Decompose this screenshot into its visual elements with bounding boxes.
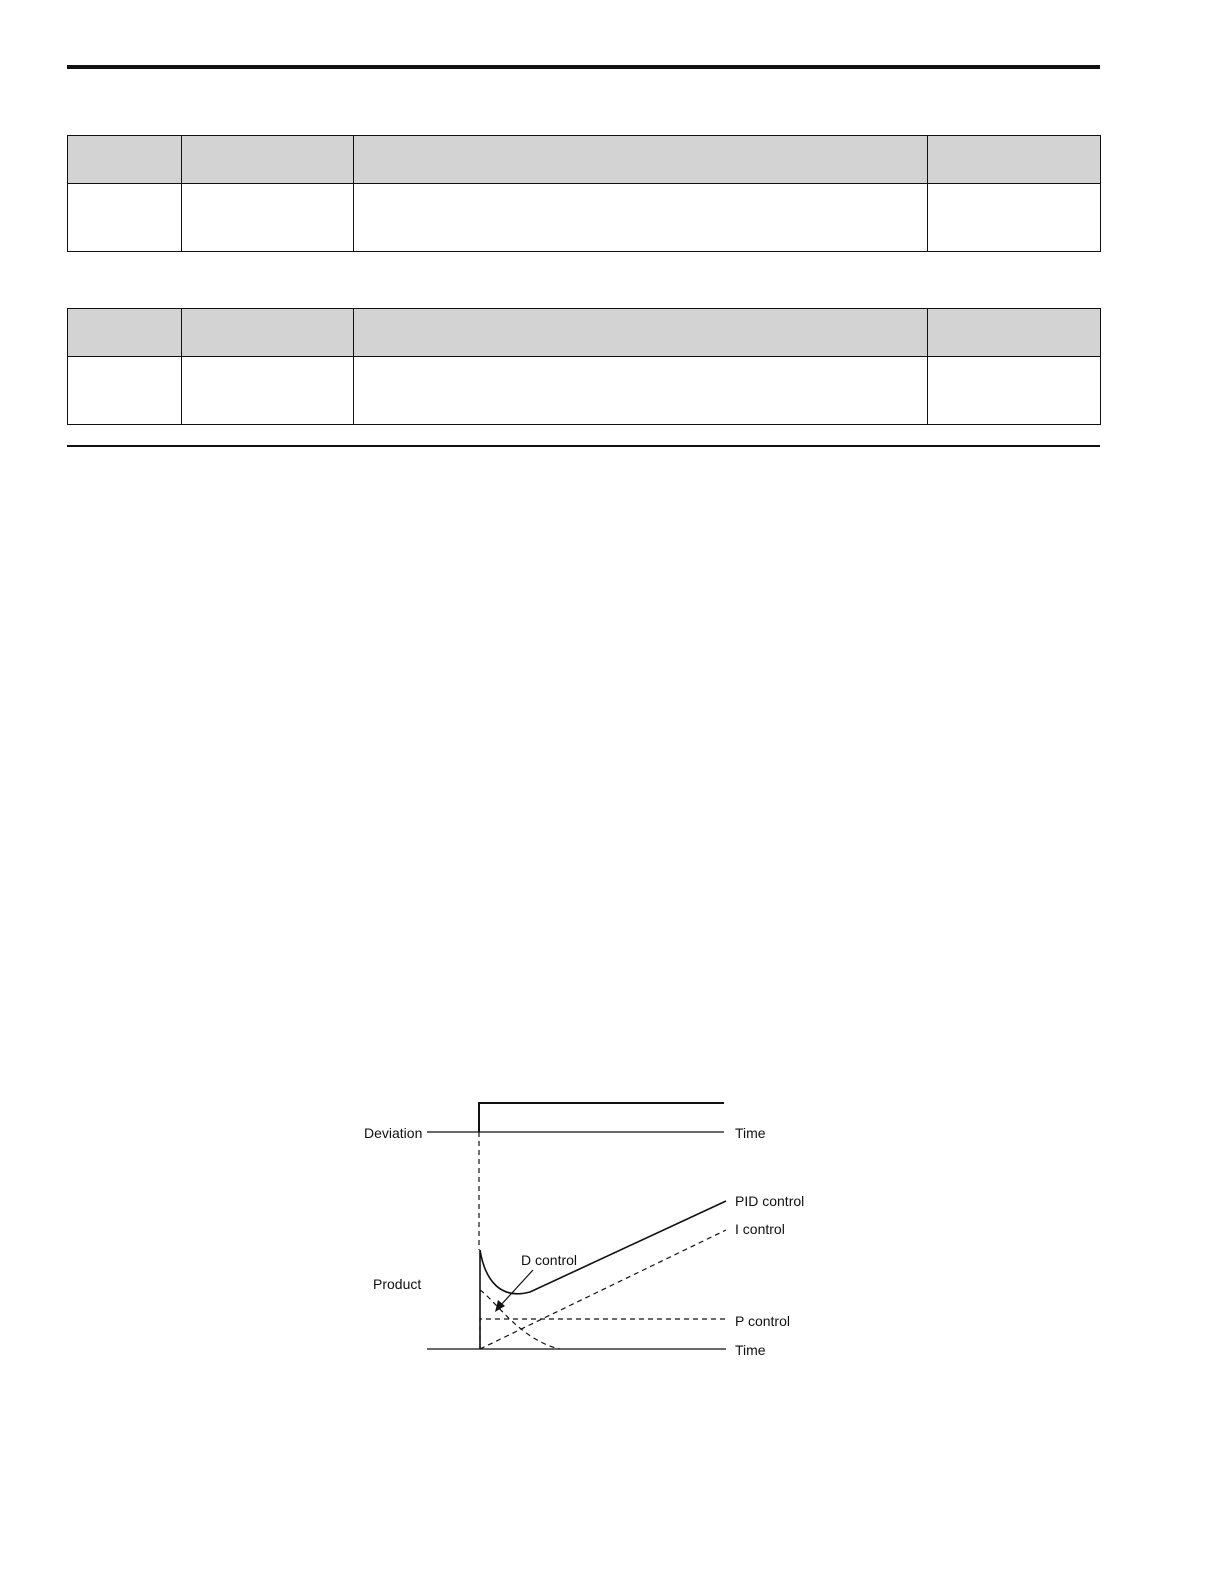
d-control-curve	[480, 1290, 560, 1349]
deviation-label: Deviation	[364, 1125, 423, 1141]
pid-control-curve	[480, 1201, 726, 1349]
d-control-pointer	[500, 1270, 533, 1306]
time-label-bottom: Time	[735, 1342, 766, 1358]
pid-control-label: PID control	[735, 1193, 805, 1209]
i-control-curve	[480, 1230, 726, 1349]
deviation-step	[479, 1103, 724, 1132]
p-control-curve	[480, 1319, 726, 1349]
time-label-top: Time	[735, 1125, 766, 1141]
product-label: Product	[373, 1276, 422, 1292]
i-control-label: I control	[735, 1221, 785, 1237]
d-control-label: D control	[521, 1252, 578, 1268]
p-control-label: P control	[735, 1313, 790, 1329]
